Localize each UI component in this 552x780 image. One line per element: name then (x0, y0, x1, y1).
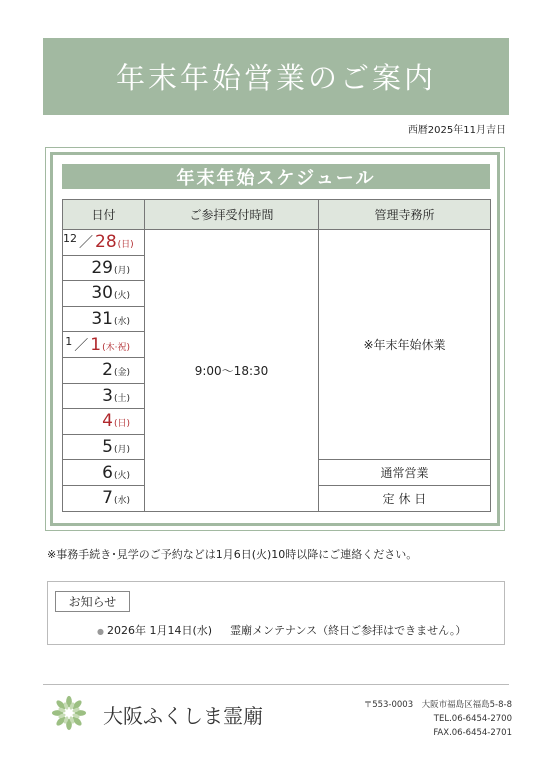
page-title-banner (43, 38, 509, 115)
schedule-table (62, 199, 491, 512)
day-number: 30 (91, 283, 113, 304)
footer-divider (43, 684, 509, 685)
oshirase-label (55, 591, 130, 612)
schedule-date-cell (63, 255, 145, 281)
day-number: 7 (102, 488, 113, 509)
schedule-title-text: 年末年始スケジュール (176, 167, 376, 189)
bullet-icon: ● (97, 627, 104, 636)
day-number: 4 (102, 411, 113, 432)
month-label: 12 (63, 232, 77, 246)
schedule-date-cell (63, 230, 145, 256)
leaf-mandala-icon (50, 694, 88, 732)
day-of-week: (月) (113, 445, 130, 456)
column-header-hours: ご参拝受付時間 (145, 200, 319, 230)
oshirase-item (97, 622, 466, 638)
office-closed-status: 定 休 日 (319, 485, 491, 511)
schedule-date-cell (63, 332, 145, 358)
oshirase-item-text: 霊廟メンテナンス（終日ご参拝はできません。） (230, 624, 467, 637)
office-holiday-status: ※年末年始休業 (319, 230, 491, 460)
column-header-date: 日付 (63, 200, 145, 230)
day-of-week: (水) (113, 496, 130, 507)
schedule-date-cell (63, 434, 145, 460)
footer-address: 〒553-0003 大阪市福島区福島5-8-8 (363, 700, 512, 710)
schedule-date-cell (63, 306, 145, 332)
day-of-week: (月) (113, 265, 130, 276)
schedule-row (63, 230, 491, 256)
schedule-date-cell (63, 357, 145, 383)
footer-tel: TEL.06-6454-2700 (433, 714, 512, 724)
schedule-date-cell (63, 485, 145, 511)
day-number: 5 (102, 437, 113, 458)
office-open-status: 通常営業 (319, 460, 491, 486)
schedule-date-cell (63, 460, 145, 486)
page-title: 年末年始営業のご案内 (115, 61, 436, 95)
day-number: 6 (102, 462, 113, 483)
day-of-week: (日) (117, 240, 134, 251)
column-header-office: 管理寺務所 (319, 200, 491, 230)
day-of-week: (火) (113, 291, 130, 302)
footer-contact (364, 698, 512, 740)
footer-fax: FAX.06-6454-2701 (433, 728, 512, 738)
schedule-title (62, 164, 490, 189)
schedule-date-cell (63, 281, 145, 307)
day-of-week: (土) (113, 393, 130, 404)
oshirase-label-text: お知らせ (68, 595, 117, 609)
brand-name: 大阪ふくしま霊廟 (103, 704, 263, 728)
day-number: 29 (91, 257, 113, 278)
schedule-date-cell (63, 409, 145, 435)
day-of-week: (金) (113, 368, 130, 379)
day-of-week: (木·祝) (102, 342, 130, 353)
day-of-week: (火) (113, 470, 130, 481)
day-of-week: (水) (113, 317, 130, 328)
schedule-date-cell (63, 383, 145, 409)
month-label: 1 (65, 334, 73, 348)
oshirase-item-date: 2026年 1月14日(水) (106, 624, 213, 637)
date-slash: ／ (79, 235, 93, 252)
day-number: 3 (102, 385, 113, 406)
day-number: 28 (95, 232, 117, 253)
date-slash: ／ (74, 337, 89, 354)
day-of-week: (日) (113, 419, 130, 430)
day-number: 1 (90, 334, 102, 355)
day-number: 2 (102, 360, 113, 381)
day-number: 31 (91, 309, 113, 330)
procedure-notice: ※事務手続き･見学のご予約などは1月6日(火)10時以降にご連絡ください。 (47, 548, 418, 561)
issue-date: 西暦2025年11月吉日 (407, 125, 506, 136)
reception-hours: 9:00〜18:30 (145, 230, 319, 512)
schedule-header-row (63, 200, 491, 230)
